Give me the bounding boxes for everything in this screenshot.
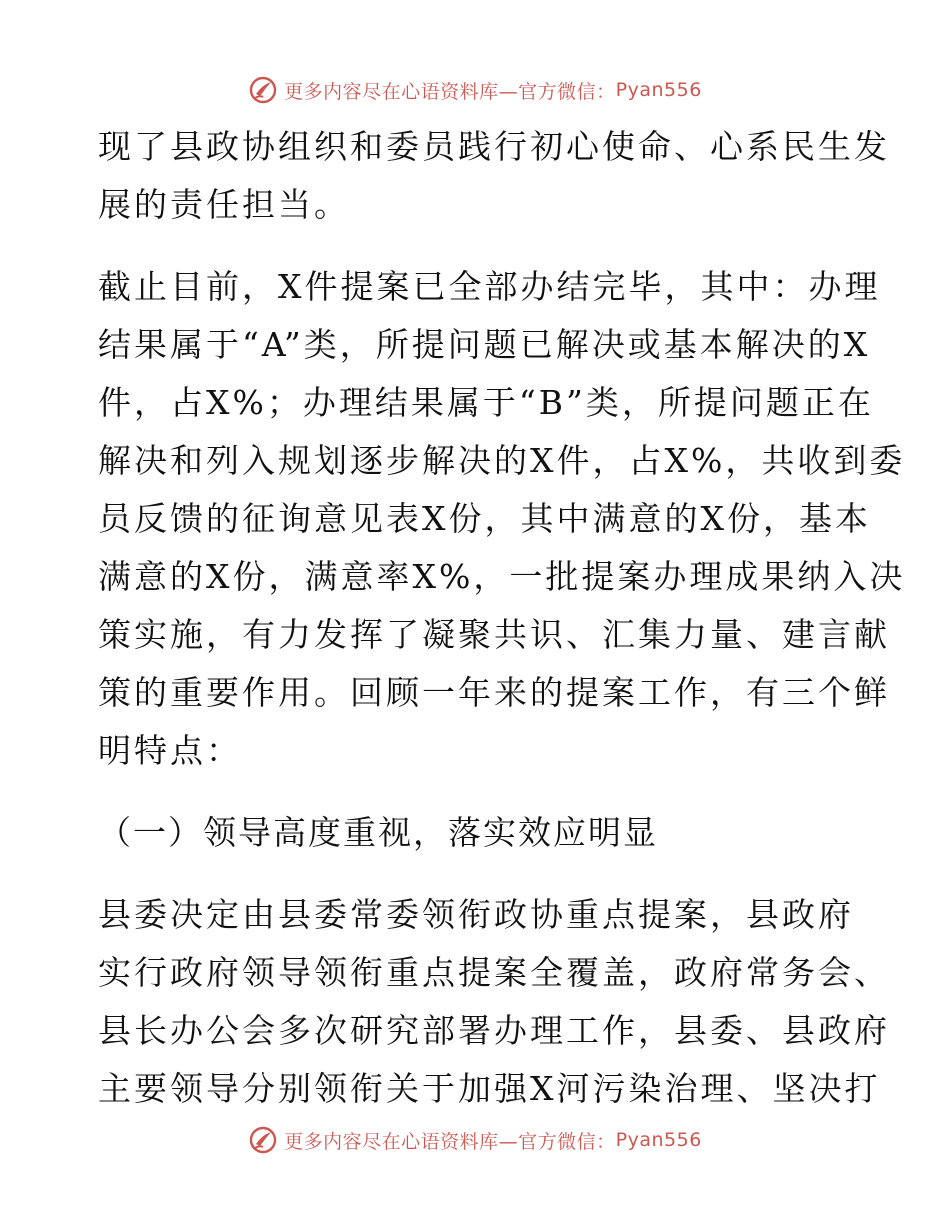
watermark-id: Pyan556 bbox=[615, 1129, 702, 1151]
watermark-id: Pyan556 bbox=[615, 79, 702, 101]
paragraph bbox=[98, 258, 906, 780]
text-line: 现了县政协组织和委员践行初心使命、心系民生发 bbox=[98, 127, 890, 166]
quill-ribbon-logo-icon bbox=[248, 75, 278, 105]
text-line: 主要领导分别领衔关于加强X河污染治理、坚决打 bbox=[98, 1069, 881, 1108]
watermark-header bbox=[0, 70, 950, 110]
heading-text: （一）领导高度重视，落实效应明显 bbox=[98, 813, 658, 852]
text-line: 策实施，有力发挥了凝聚共识、汇集力量、建言献 bbox=[98, 615, 890, 654]
watermark-footer bbox=[0, 1120, 950, 1160]
text-line: 展的责任担当。 bbox=[98, 185, 350, 224]
text-line: 满意的X份，满意率X%，一批提案办理成果纳入决 bbox=[98, 557, 906, 596]
text-line: 员反馈的征询意见表X份，其中满意的X份，基本 bbox=[98, 499, 871, 538]
watermark-text: 更多内容尽在心语资料库—官方微信： bbox=[284, 80, 616, 103]
watermark-text: 更多内容尽在心语资料库—官方微信： bbox=[284, 1130, 616, 1153]
text-line: 策的重要作用。回顾一年来的提案工作，有三个鲜 bbox=[98, 673, 890, 712]
section-heading bbox=[98, 804, 858, 862]
text-line: 县长办公会多次研究部署办理工作，县委、县政府 bbox=[98, 1011, 890, 1050]
text-line: 县委决定由县委常委领衔政协重点提案，县政府 bbox=[98, 895, 854, 934]
quill-ribbon-logo-icon bbox=[248, 1125, 278, 1155]
paragraph bbox=[98, 886, 890, 1118]
text-line: 件，占X%；办理结果属于“B”类，所提问题正在 bbox=[98, 383, 874, 422]
text-line: 结果属于“A”类，所提问题已解决或基本解决的X bbox=[98, 325, 871, 364]
document-body bbox=[98, 118, 906, 1118]
text-line: 实行政府领导领衔重点提案全覆盖，政府常务会、 bbox=[98, 953, 890, 992]
text-line: 解决和列入规划逐步解决的X件，占X%，共收到委 bbox=[98, 441, 906, 480]
text-line: 截止目前，X件提案已全部办结完毕，其中：办理 bbox=[98, 267, 881, 306]
paragraph bbox=[98, 118, 890, 234]
text-line: 明特点： bbox=[98, 731, 242, 770]
